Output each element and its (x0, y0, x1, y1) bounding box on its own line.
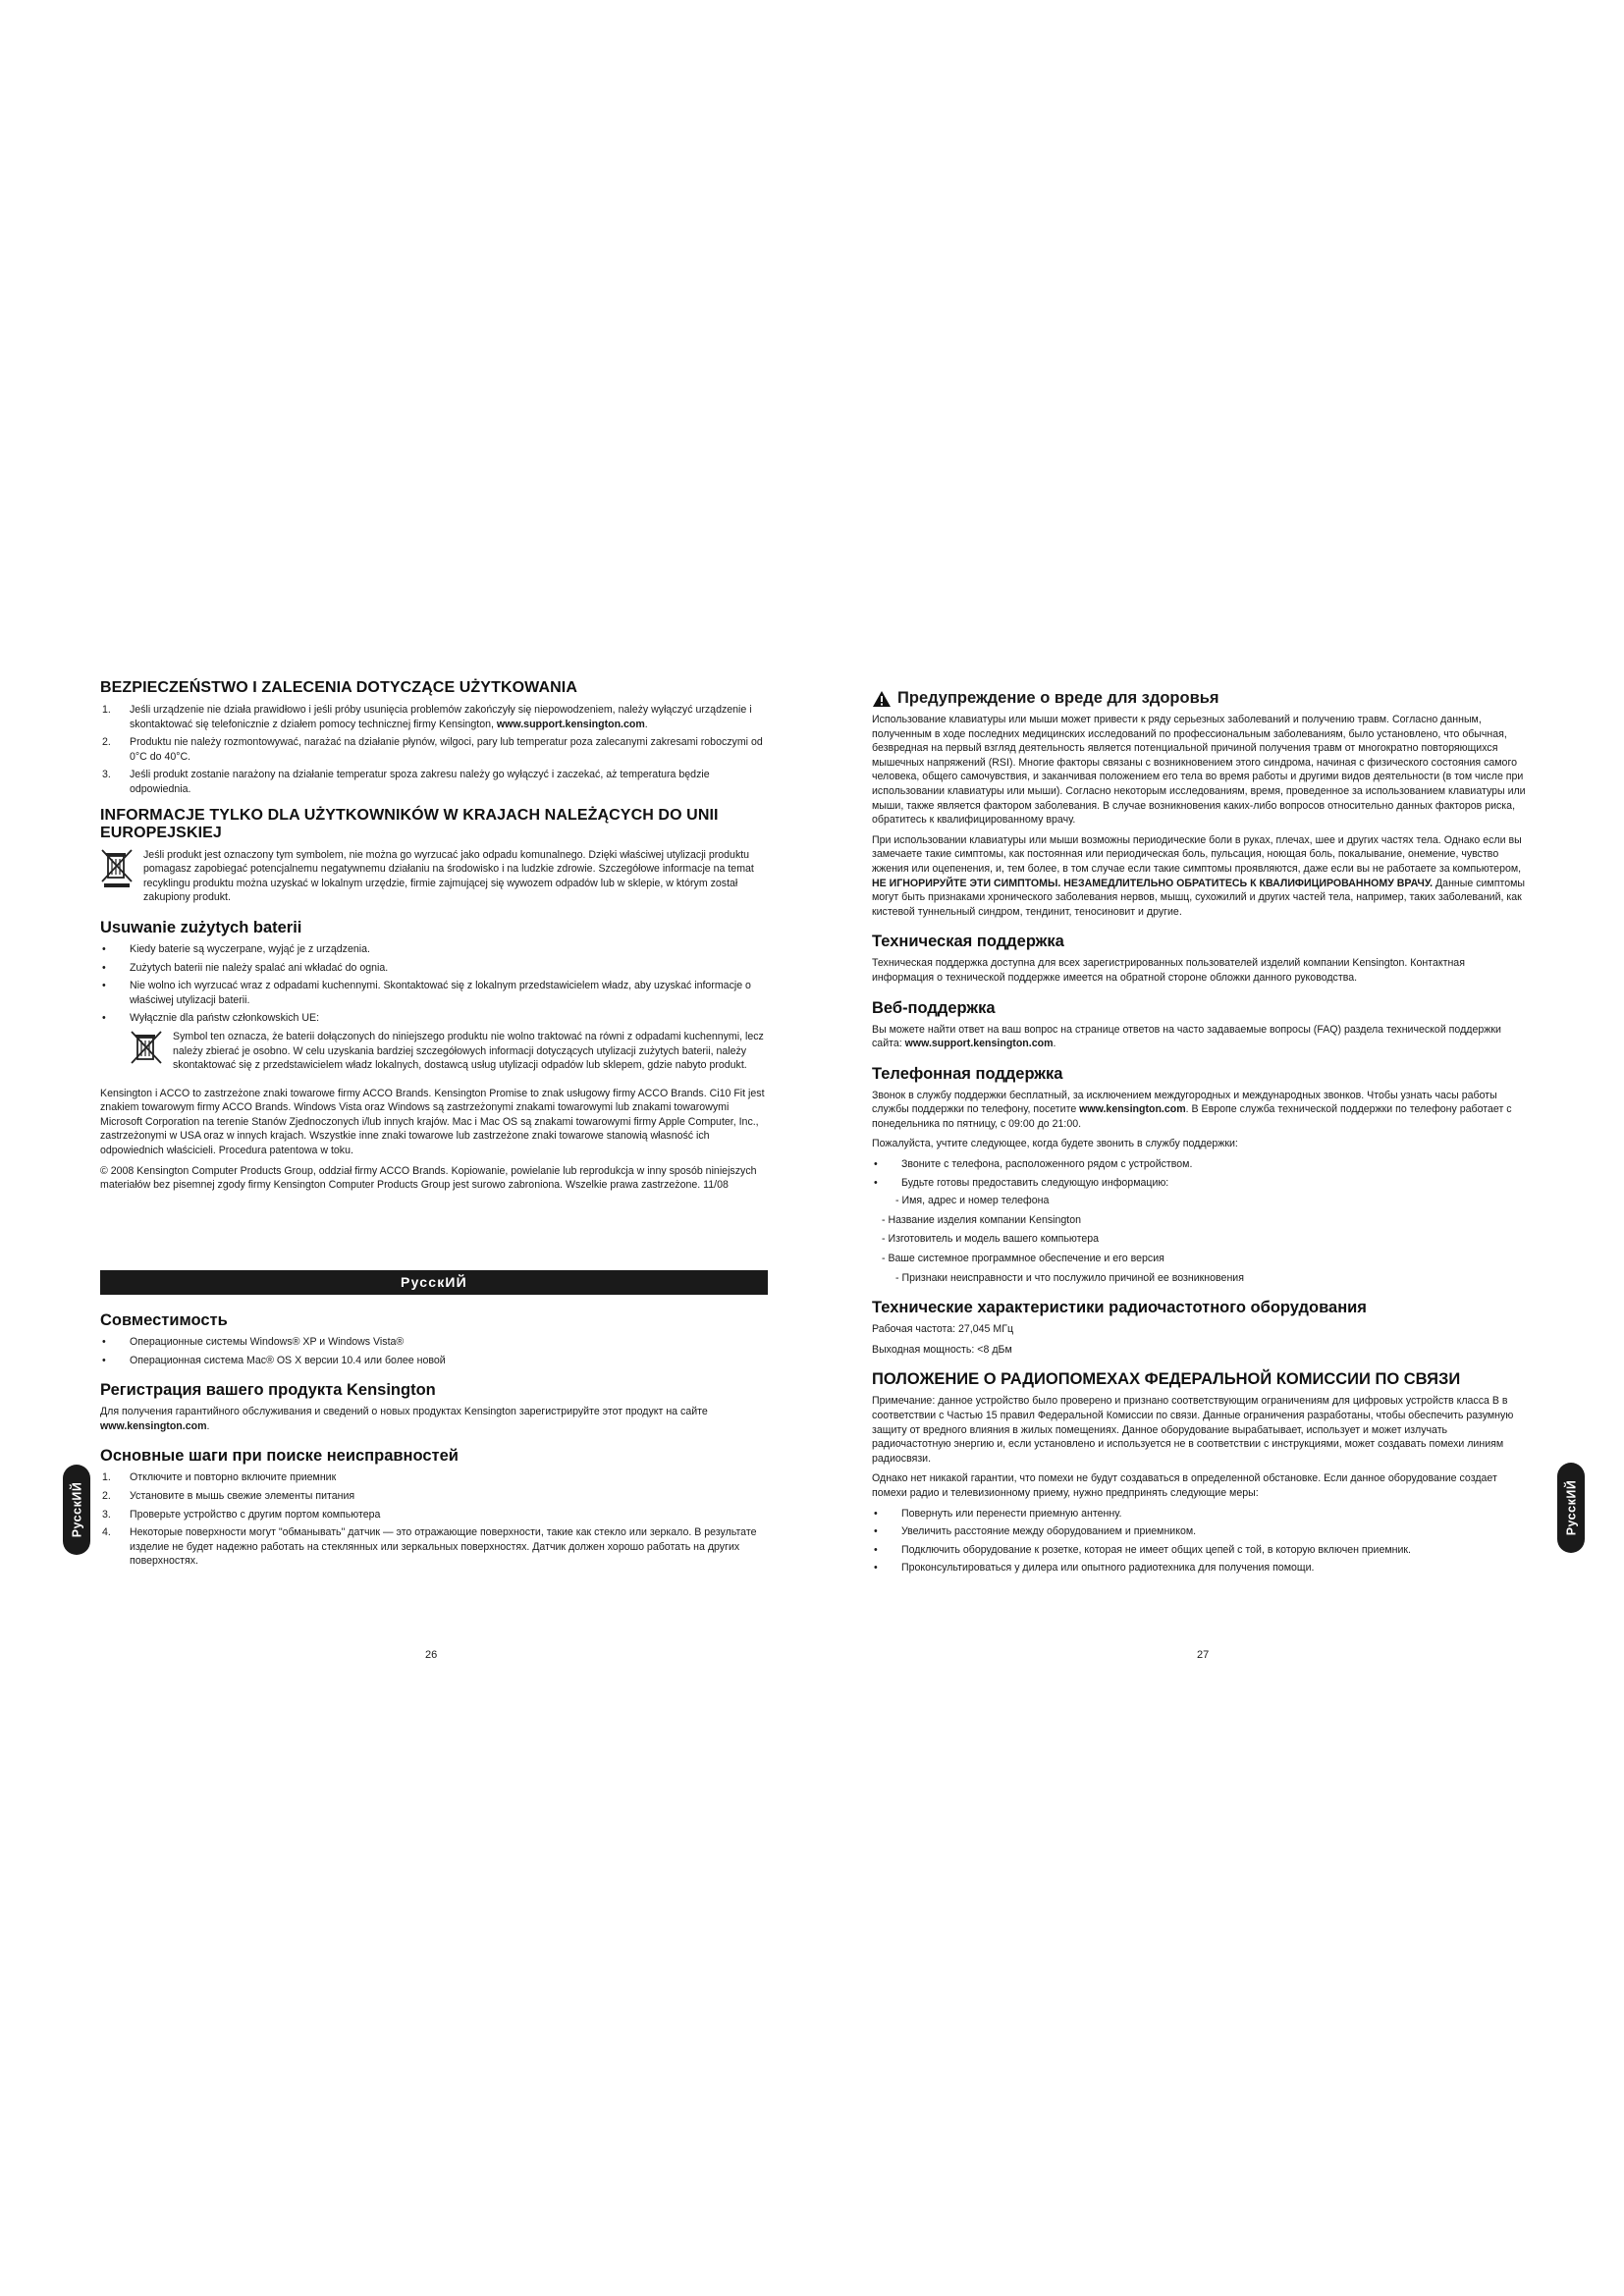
bullet: • (874, 1158, 878, 1171)
fcc-item-1 (872, 1507, 1528, 1522)
register-body: Для получения гарантийного обслуживания и сведений о новых продуктах Kensington зарегистрируйте этот продукт на сайте (100, 1406, 708, 1418)
health-p2-tail: Данные симптомы могут быть признаками хронического заболевания нервов, мышц, сухожилий и других частей тела, например, таких заболеваний, как кистевой туннельный синдром, тендинит, теносиновит и другие. (872, 877, 1525, 918)
item-text: Некоторые поверхности могут "обманывать" датчик — это отражающие поверхности, такие как стекло или зеркало. В результате изделие не будет надежно работать на стеклянных или зеркальных поверхностях. Датчик должен хорошо работать на других поверхностях. (130, 1526, 757, 1568)
bullet: • (874, 1525, 878, 1538)
item-number: 1. (102, 704, 111, 716)
bullet: • (102, 980, 106, 992)
item-text: Проверьте устройство с другим портом компьютера (130, 1508, 381, 1521)
fcc-item-3 (872, 1543, 1528, 1558)
fcc-item-4 (872, 1561, 1528, 1575)
safety-list (100, 703, 768, 797)
left-page-russian-section (100, 1311, 768, 1573)
battery-eu-text: Symbol ten oznacza, że baterii dołączonych do niniejszego produktu nie wolno traktować na równi z odpadami kuchennymi, lecz należy zbierać je osobno. W celu uzyskania bardziej szczegółowych informacji dotyczących utylizacji zużytych baterii, należy skontaktować się z przedstawicielem władz lokalnych, dostawcą usług utylizacji odpadów lub sklepem, gdzie nabyto produkt. (173, 1030, 764, 1072)
fcc-p2: Однако нет никакой гарантии, что помехи не будут создаваться в определенной обстановке. Если данное оборудование создает помехи радио и телевизионному приему, нужно предпринять следующие меры: (872, 1472, 1497, 1499)
health-p1: Использование клавиатуры или мыши может привести к ряду серьезных заболеваний и получению травм. Согласно данным, полученным в ходе последних медицинских исследований по профессиональным заболеваниям, было установлено, что обычная, безвредная на первый взгляд деятельность является потенциальной причиной получения травм от многократно повторяющихся мышечных напряжений (RSI). Многие факторы связаны с возникновением этого синдрома, начиная с физического состояния самого человека, общего самочувствия, и заканчивая положением его тела во время работы и другими видов деятельности (в том числе при использовании клавиатуры или мыши). Согласно некоторым исследованиям, время, проведенное за использованием клавиатуры или мыши, также является фактором заболевания. В случае возникновения каких-либо вопросов относительно данных факторов риска, обратитесь к квалифицированному врачу. (872, 714, 1526, 827)
battery-list (100, 942, 768, 1026)
fcc-list (872, 1507, 1528, 1575)
web-link: www.support.kensington.com (904, 1038, 1054, 1050)
compat-heading: Совместимость (100, 1311, 228, 1329)
health-heading-row (872, 689, 1528, 708)
item-number: 3. (102, 769, 111, 781)
phone-link: www.kensington.com (1079, 1103, 1186, 1116)
safety-item-3 (100, 768, 768, 796)
fcc-item-2 (872, 1524, 1528, 1539)
phone-heading: Телефонная поддержка (872, 1064, 1063, 1083)
item-text: Produktu nie należy rozmontowywać, narażać na działanie płynów, wilgoci, pary lub temperatur poza zalecanymi zakresami roboczymi od 0°C do 40°C. (130, 736, 763, 763)
fcc-p1: Примечание: данное устройство было проверено и признано соответствующим ограничениям для цифровых устройств класса B в соответствии с Частью 15 правил Федеральной Комиссии по связи. Данные ограничения разработаны, чтобы обеспечить разумную защиту от вредного влияния в жилых помещениях. Данное оборудование вырабатывает, использует и может излучать радиочастотную энергию и, если установлено и используется не в соответствии с инструкциями, может создавать помехи линиям радиосвязи. (872, 1395, 1514, 1465)
phone-sub-1: - Имя, адрес и номер телефона (895, 1195, 1050, 1207)
battery-item-3 (100, 979, 768, 1007)
bullet: • (874, 1507, 878, 1520)
right-language-tab-label: РусскИЙ (1564, 1479, 1579, 1536)
bullet: • (874, 1543, 878, 1556)
item-text: Увеличить расстояние между оборудованием и приемником. (901, 1525, 1197, 1538)
left-page-number: 26 (425, 1649, 438, 1661)
item-text: Установите в мышь свежие элементы питания (130, 1489, 355, 1502)
trouble-item-2 (100, 1489, 768, 1504)
web-tail: . (1053, 1038, 1056, 1050)
trouble-heading: Основные шаги при поиске неисправностей (100, 1447, 459, 1466)
phone-p2: Пожалуйста, учтите следующее, когда будете звонить в службу поддержки: (872, 1138, 1238, 1150)
bullet: • (874, 1562, 878, 1575)
health-p2-warning: НЕ ИГНОРИРУЙТЕ ЭТИ СИМПТОМЫ. НЕЗАМЕДЛИТЕЛЬНО ОБРАТИТЕСЬ К КВАЛИФИЦИРОВАННОМУ ВРАЧУ. (872, 877, 1434, 889)
register-heading: Регистрация вашего продукта Kensington (100, 1381, 436, 1400)
phone-p1 (872, 1089, 1528, 1132)
register-text (100, 1405, 768, 1433)
phone-p1-tail: . В Европе служба технической поддержки по телефону работает с понедельника по пятницу, с 09:00 до 21:00. (872, 1103, 1512, 1130)
legal-copyright: © 2008 Kensington Computer Products Group, oddział firmy ACCO Brands. Kopiowanie, powielanie lub reprodukcja w inny sposób niniejszych materiałów bez pisemnej zgody firmy Kensington Computer Products Group jest surowo zabroniona. Wszelkie prawa zastrzeżone. 11/08 (100, 1164, 757, 1192)
item-text: Повернуть или перенести приемную антенну. (901, 1507, 1122, 1520)
safety-item-2 (100, 735, 768, 764)
web-text (872, 1023, 1528, 1051)
health-heading: Предупреждение о вреде для здоровья (897, 689, 1219, 707)
bullet: • (102, 942, 106, 955)
phone-list (872, 1157, 1528, 1190)
item-text: Подключить оборудование к розетке, которая не имеет общих цепей с той, в которую включен приемник. (901, 1543, 1411, 1556)
bullet: • (102, 1336, 106, 1348)
item-tail: . (644, 718, 648, 730)
health-p2 (872, 833, 1528, 920)
item-number: 4. (102, 1526, 111, 1539)
phone-sub-3: - Изготовитель и модель вашего компьютера (882, 1233, 1100, 1246)
left-page-polish-section (100, 679, 768, 1199)
item-text: Будьте готовы предоставить следующую информацию: (901, 1176, 1169, 1189)
eu-heading: INFORMACJE TYLKO DLA UŻYTKOWNIKÓW W KRAJACH NALEŻĄCYCH DO UNII EUROPEJSKIEJ (100, 806, 719, 841)
fcc-heading: ПОЛОЖЕНИЕ О РАДИОПОМЕХАХ ФЕДЕРАЛЬНОЙ КОМИССИИ ПО СВЯЗИ (872, 1370, 1461, 1389)
bullet: • (102, 1012, 106, 1025)
russian-banner: РусскИЙ (100, 1270, 768, 1295)
battery-heading: Usuwanie zużytych baterii (100, 918, 302, 936)
compat-item-2 (100, 1354, 768, 1368)
battery-item-2 (100, 961, 768, 976)
item-text: Kiedy baterie są wyczerpane, wyjąć je z urządzenia. (130, 942, 370, 955)
eu-weee-row (100, 848, 768, 905)
phone-sub-5: - Признаки неисправности и что послужило причиной ее возникновения (895, 1271, 1244, 1284)
item-text: Jeśli urządzenie nie działa prawidłowo i jeśli próby usunięcia problemów zakończyły się niepowodzeniem, należy wyłączyć urządzenie i skontaktować się telefonicznie z działem pomocy technicznej firmy Kensington, (130, 704, 752, 730)
safety-item-1 (100, 703, 768, 731)
item-text: Операционная система Mac® OS X версии 10.4 или более новой (130, 1354, 446, 1366)
right-language-tab (1557, 1463, 1585, 1553)
right-page-number: 27 (1197, 1649, 1210, 1661)
bullet: • (102, 1354, 106, 1366)
item-text: Проконсультироваться у дилера или опытного радиотехника для получения помощи. (901, 1562, 1315, 1575)
tech-heading: Техническая поддержка (872, 933, 1064, 951)
battery-item-1 (100, 942, 768, 957)
item-text: Звоните с телефона, расположенного рядом с устройством. (901, 1158, 1193, 1171)
item-number: 2. (102, 1489, 111, 1502)
compat-list (100, 1335, 768, 1367)
legal-trademarks: Kensington i ACCO to zastrzeżone znaki towarowe firmy ACCO Brands. Kensington Promise to znak usługowy firmy ACCO Brands. Ci10 Fit jest znakiem towarowym firmy ACCO Brands. Windows Vista oraz Windows są zastrzeżonymi znakami towarowymi lub znakami towarowymi Microsoft Corporation na terenie Stanów Zjednoczonych i/lub innych krajów. Mac i Mac OS są znakami towarowymi firmy Apple Computer, Inc., zastrzeżonymi w USA oraz w innych krajach. Wszystkie inne znaki towarowe lub zastrzeżone znaki towarowe stanowią własność ich odpowiednich właścicieli. Procedura patentowa w toku. (100, 1087, 765, 1157)
item-text: Jeśli produkt zostanie narażony na działanie temperatur spoza zakresu należy go wyłączyć i zaczekać, aż temperatura będzie odpowiednia. (130, 769, 710, 795)
rf-heading: Технические характеристики радиочастотного оборудования (872, 1299, 1367, 1317)
health-p2-body: При использовании клавиатуры или мыши возможны периодические боли в руках, плечах, шее и других частях тела. Однако если вы замечаете такие симптомы, как постоянная или периодическая боль, пульсация, ноющая боль, покалывание, онемение, чувство жжения или оцепенения, и, тем более, в том случае если такие симптомы проявляются, даже если вы не работаете за компьютером, (872, 833, 1522, 875)
compat-item-1 (100, 1335, 768, 1350)
battery-item-4 (100, 1011, 768, 1026)
register-link: www.kensington.com (100, 1419, 207, 1432)
trouble-item-4 (100, 1525, 768, 1569)
trouble-list (100, 1470, 768, 1569)
item-number: 3. (102, 1508, 111, 1521)
trouble-item-3 (100, 1508, 768, 1522)
rf-frequency: Рабочая частота: 27,045 МГц (872, 1323, 1014, 1336)
eu-text: Jeśli produkt jest oznaczony tym symbolem, nie można go wyrzucać jako odpadu komunalnego. Dzięki właściwej utylizacji produktu pomagasz zapobiegać potencjalnemu negatywnemu działaniu na środowisko i na ludzkie zdrowie. Szczegółowe informacje na temat recyklingu produktu można uzyskać w lokalnym urzędzie, firmie zajmującej się wywozem odpadów lub w sklepie, w którym został zakupiony produkt. (143, 848, 754, 904)
left-language-tab (63, 1465, 90, 1555)
bullet: • (102, 961, 106, 974)
weee-bin-icon (100, 848, 134, 887)
item-text: Zużytych baterii nie należy spalać ani wkładać do ognia. (130, 961, 389, 974)
web-heading: Веб-поддержка (872, 998, 996, 1017)
item-text: Отключите и повторно включите приемник (130, 1471, 337, 1484)
item-text: Nie wolno ich wyrzucać wraz z odpadami kuchennymi. Skontaktować się z lokalnym przedstawicielem władz, aby uzyskać informacje o właściwej utylizacji baterii. (130, 980, 751, 1006)
item-number: 1. (102, 1471, 111, 1484)
left-language-tab-label: РусскИЙ (70, 1481, 84, 1538)
bullet: • (874, 1176, 878, 1189)
tech-text: Техническая поддержка доступна для всех зарегистрированных пользователей изделий компании Kensington. Контактная информация о технической поддержке имеется на обратной стороне обложки данного руководства. (872, 957, 1465, 984)
rf-power: Выходная мощность: <8 дБм (872, 1343, 1012, 1356)
battery-weee-row (100, 1030, 768, 1073)
phone-item-2 (872, 1176, 1528, 1191)
phone-p1-body: Звонок в службу поддержки бесплатный, за исключением междугородных и международных звонков. Чтобы узнать часы работы службы поддержки по телефону, посетите (872, 1089, 1497, 1116)
web-body: Вы можете найти ответ на ваш вопрос на странице ответов на часто задаваемые вопросы (FAQ) раздела технической поддержки сайта: (872, 1023, 1501, 1050)
phone-sub-4: - Ваше системное программное обеспечение и его версия (882, 1253, 1164, 1265)
item-text: Операционные системы Windows® XP и Windows Vista® (130, 1336, 405, 1348)
right-page (872, 689, 1528, 1579)
phone-item-1 (872, 1157, 1528, 1172)
item-text: Wyłącznie dla państw członkowskich UE: (130, 1012, 320, 1025)
support-link: www.support.kensington.com (496, 718, 645, 730)
safety-heading: BEZPIECZEŃSTWO I ZALECENIA DOTYCZĄCE UŻYTKOWANIA (100, 679, 577, 696)
warning-icon (872, 690, 892, 708)
battery-weee-bin-icon (130, 1030, 163, 1069)
trouble-item-1 (100, 1470, 768, 1485)
register-tail: . (206, 1419, 210, 1432)
item-number: 2. (102, 736, 111, 749)
phone-sub-2: - Название изделия компании Kensington (882, 1213, 1081, 1226)
